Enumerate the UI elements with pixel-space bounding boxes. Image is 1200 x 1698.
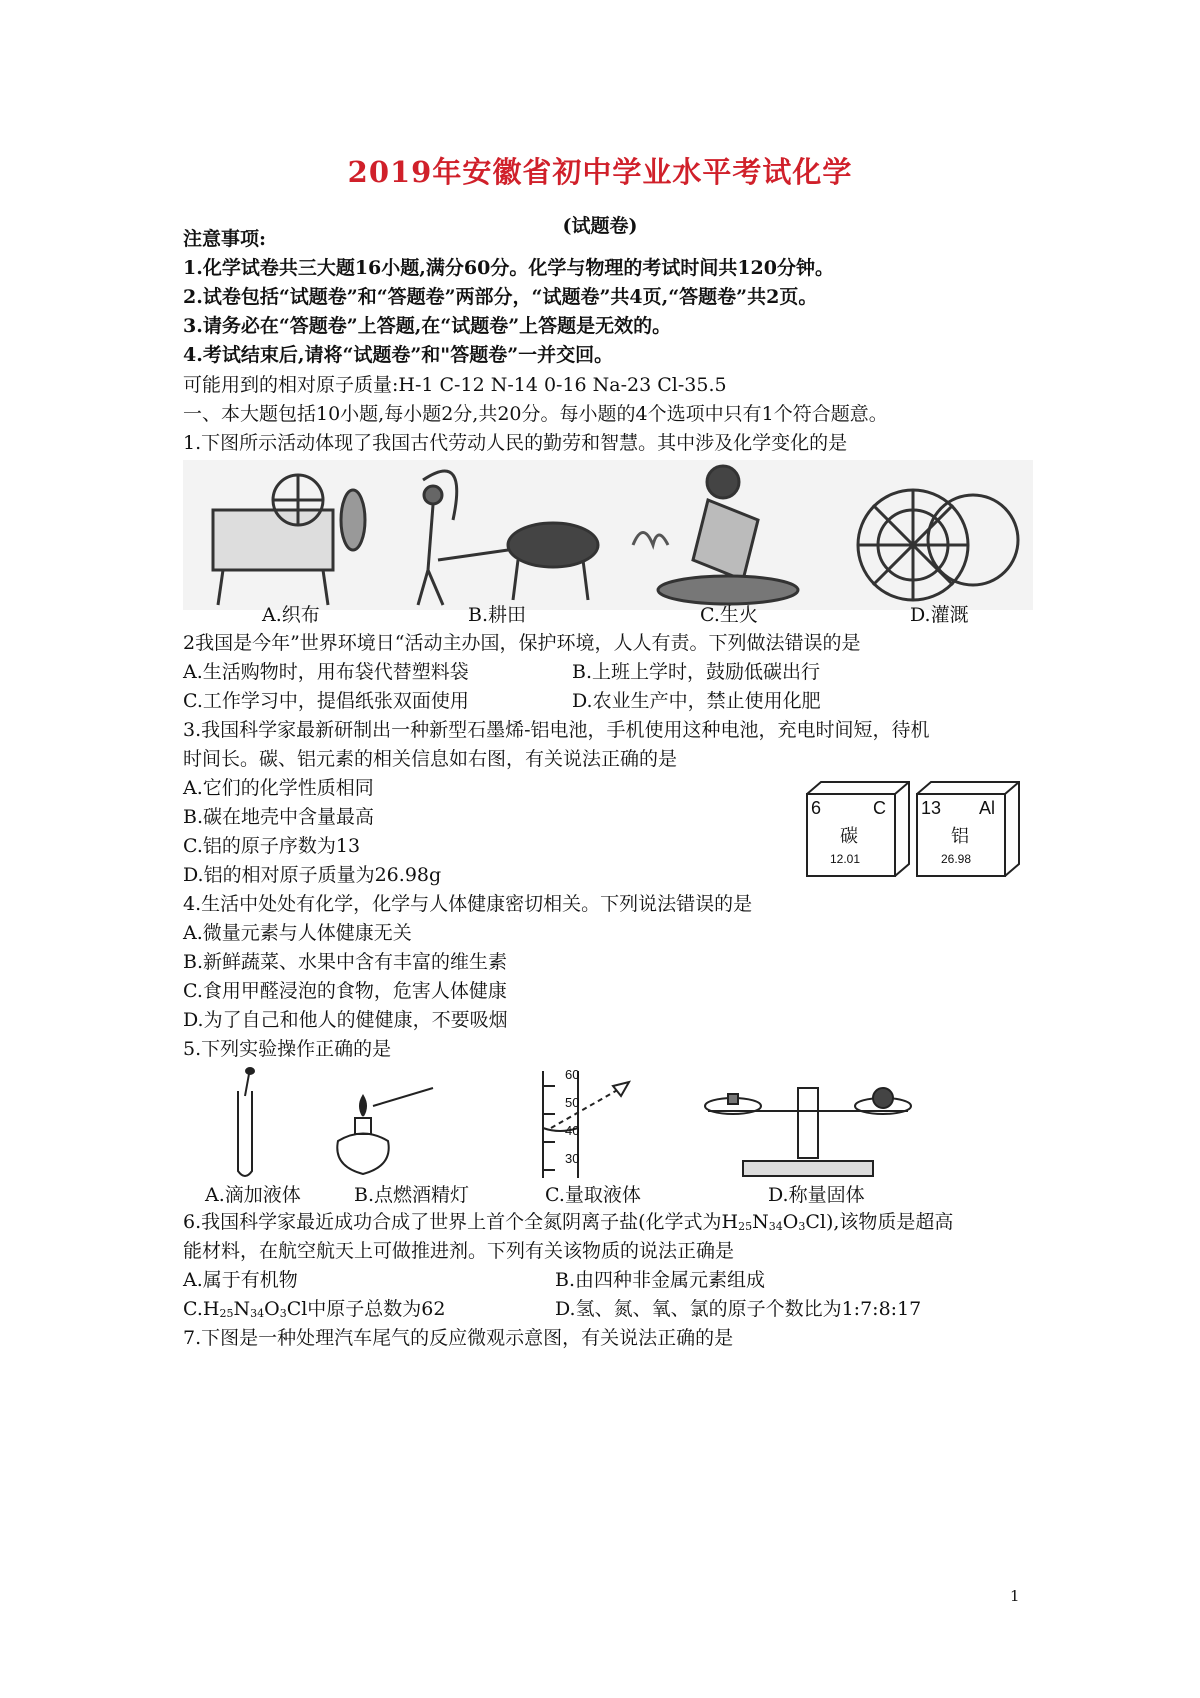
q2-option-a: A.生活购物时，用布袋代替塑料袋 — [183, 661, 469, 683]
tick-30: 30 — [565, 1151, 580, 1166]
q6-n: N — [752, 1211, 769, 1233]
aluminum-name: 铝 — [951, 826, 969, 847]
q1-option-d: D.灌溉 — [910, 604, 969, 626]
aluminum-number: 13 — [921, 798, 942, 818]
q6-stem-1 — [183, 1209, 953, 1240]
q6-option-c — [183, 1296, 445, 1327]
q2-option-d: D.农业生产中，禁止使用化肥 — [572, 690, 821, 712]
q5-option-d: D.称量固体 — [768, 1184, 865, 1206]
q1-option-b: B.耕田 — [468, 604, 527, 626]
tick-40: 40 — [565, 1123, 580, 1138]
plowing-illustration — [418, 471, 598, 605]
q3-option-c: C.铝的原子序数为13 — [183, 835, 361, 857]
waterwheel-illustration — [858, 490, 1018, 600]
tick-50: 50 — [565, 1095, 580, 1110]
fire-making-illustration — [633, 466, 798, 604]
carbon-mass: 12.01 — [830, 852, 861, 866]
note-3: 3.请务必在“答题卷”上答题,在“试题卷”上答题是无效的。 — [183, 315, 672, 337]
q3-option-d: D.铝的相对原子质量为26.98g — [183, 864, 442, 886]
note-1: 1.化学试卷共三大题16小题,满分60分。化学与物理的考试时间共120分钟。 — [183, 257, 834, 279]
q4-option-a: A.微量元素与人体健康无关 — [183, 922, 412, 944]
q6-sub-o: 3 — [798, 1220, 806, 1233]
q3-option-b: B.碳在地壳中含量最高 — [183, 806, 375, 828]
q4-stem: 4.生活中处处有化学，化学与人体健康密切相关。下列说法错误的是 — [183, 893, 753, 915]
dropper-tube-icon — [238, 1068, 254, 1176]
q6-opt-c-o: O — [264, 1298, 280, 1320]
note-4: 4.考试结束后,请将“试题卷”和"答题卷”一并交回。 — [183, 344, 614, 366]
q5-option-a: A.滴加液体 — [205, 1184, 301, 1206]
q3-stem-1: 3.我国科学家最新研制出一种新型石墨烯-铝电池，手机使用这种电池，充电时间短，待机 — [183, 719, 930, 741]
element-cards — [805, 780, 1035, 880]
loom-illustration — [213, 475, 365, 605]
q1-option-c: C.生火 — [700, 604, 758, 626]
notes-heading: 注意事项: — [183, 228, 267, 250]
carbon-symbol: C — [873, 798, 886, 818]
q5-option-c: C.量取液体 — [545, 1184, 641, 1206]
q2-stem: 2我国是今年”世界环境日“活动主办国，保护环境，人人有责。下列做法错误的是 — [183, 632, 861, 654]
q3-stem-2: 时间长。碳、铝元素的相关信息如右图，有关说法正确的是 — [183, 748, 678, 770]
aluminum-symbol: Al — [979, 798, 996, 818]
q4-option-b: B.新鲜蔬菜、水果中含有丰富的维生素 — [183, 951, 508, 973]
q6-sub-n: 34 — [768, 1220, 783, 1233]
q1-illustrations — [183, 460, 1033, 610]
aluminum-mass: 26.98 — [941, 852, 972, 866]
tick-60: 60 — [565, 1067, 580, 1082]
q6-opt-c-sub-o: 3 — [279, 1307, 287, 1320]
q7-stem: 7.下图是一种处理汽车尾气的反应微观示意图，有关说法正确的是 — [183, 1327, 734, 1349]
q2-option-b: B.上班上学时，鼓励低碳出行 — [572, 661, 821, 683]
q6-option-a: A.属于有机物 — [183, 1269, 298, 1291]
page-title: 2019年安徽省初中学业水平考试化学 — [347, 155, 853, 189]
q6-opt-c-sub-h: 25 — [219, 1307, 234, 1320]
q6-stem-2: 能材料，在航空航天上可做推进剂。下列有关该物质的说法正确是 — [183, 1240, 735, 1262]
q1-stem: 1.下图所示活动体现了我国古代劳动人民的勤劳和智慧。其中涉及化学变化的是 — [183, 432, 848, 454]
q6-o: O — [782, 1211, 799, 1233]
graduated-cylinder-icon — [543, 1071, 629, 1178]
q1-image-strip — [183, 460, 1033, 610]
q6-opt-c-n: N — [233, 1298, 251, 1320]
q2-option-c: C.工作学习中，提倡纸张双面使用 — [183, 690, 469, 712]
q5-option-b: B.点燃酒精灯 — [354, 1184, 470, 1206]
q6-option-d: D.氢、氮、氧、氯的原子个数比为1:7:8:17 — [555, 1298, 922, 1320]
carbon-name: 碳 — [840, 826, 858, 847]
q6-stem-1-pre: 6.我国科学家最近成功合成了世界上首个全氮阴离子盐(化学式为H — [183, 1211, 739, 1233]
q6-opt-c-sub-n: 34 — [250, 1307, 265, 1320]
page-number: 1 — [1010, 1587, 1020, 1605]
q6-stem-1-post: Cl),该物质是超高 — [805, 1211, 954, 1233]
q6-opt-c-pre: C.H — [183, 1298, 220, 1320]
q1-option-a: A.织布 — [262, 604, 320, 626]
balance-scale-icon — [705, 1088, 911, 1176]
q5-illustrations — [183, 1066, 1033, 1186]
q5-image-strip — [183, 1066, 1033, 1186]
carbon-number: 6 — [811, 798, 822, 818]
q5-stem: 5.下列实验操作正确的是 — [183, 1038, 392, 1060]
q3-option-a: A.它们的化学性质相同 — [183, 777, 374, 799]
q6-opt-c-post: Cl中原子总数为62 — [286, 1298, 446, 1320]
q6-option-b: B.由四种非金属元素组成 — [555, 1269, 766, 1291]
alcohol-lamp-icon — [337, 1088, 433, 1174]
q6-sub-h: 25 — [738, 1220, 753, 1233]
atomic-mass-line: 可能用到的相对原子质量:H-1 C-12 N-14 0-16 Na-23 Cl-35.5 — [183, 374, 727, 396]
section-1-heading: 一、本大题包括10小题,每小题2分,共20分。每小题的4个选项中只有1个符合题意。 — [183, 403, 888, 425]
note-2: 2.试卷包括“试题卷”和“答题卷”两部分，“试题卷”共4页,“答题卷”共2页。 — [183, 286, 818, 308]
q4-option-d: D.为了自己和他人的健健康，不要吸烟 — [183, 1009, 508, 1031]
q4-option-c: C.食用甲醛浸泡的食物，危害人体健康 — [183, 980, 507, 1002]
page-subtitle: (试题卷) — [562, 215, 638, 237]
